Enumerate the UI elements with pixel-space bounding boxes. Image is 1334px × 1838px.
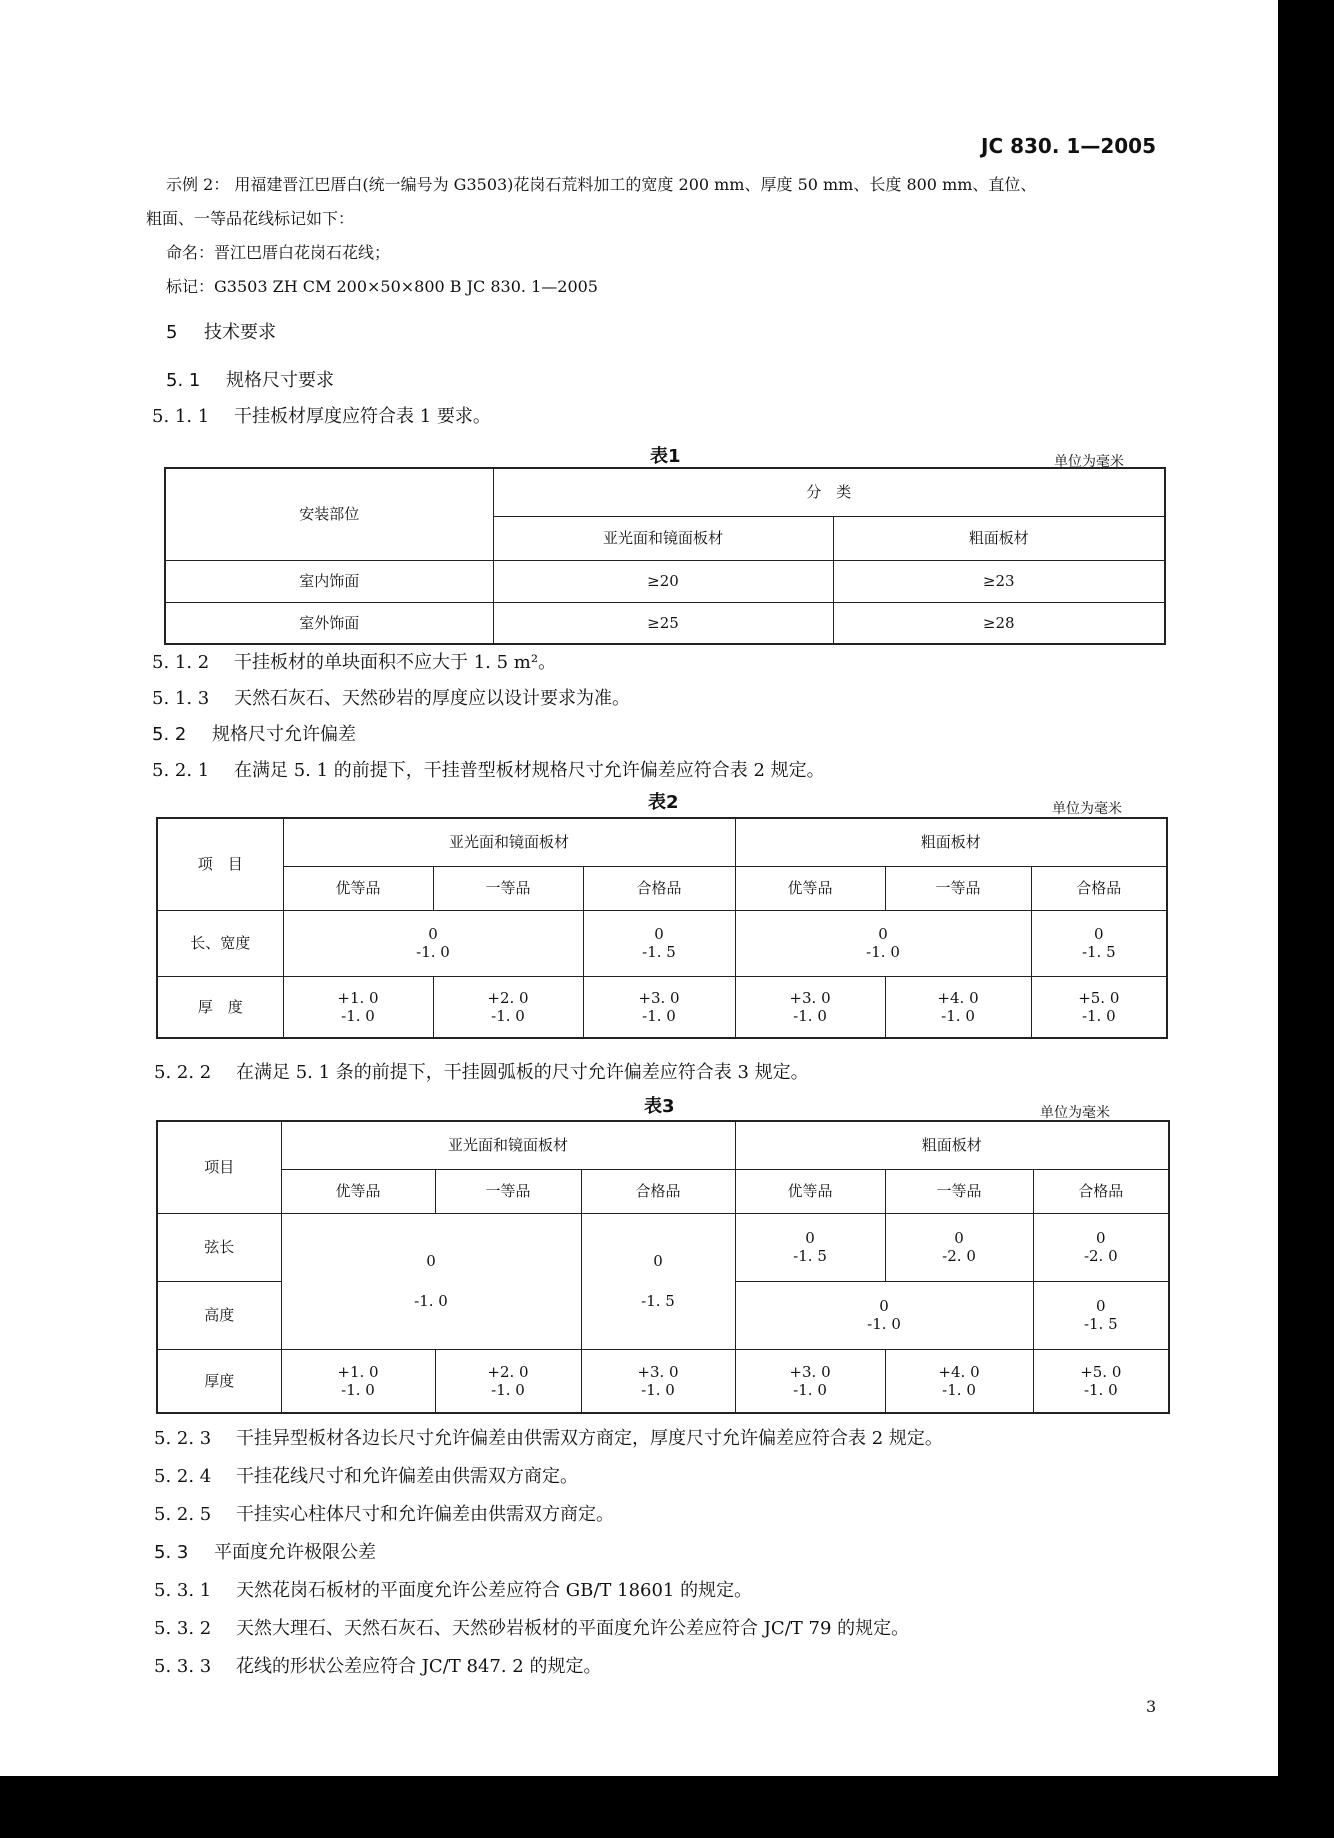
table3-chord-rough-cell: 0 -2. 0 [1033, 1213, 1169, 1281]
section-5-2-3: 5. 2. 3 干挂异型板材各边长尺寸允许偏差由供需双方商定，厚度尺寸允许偏差应符合表 2 规定。 [154, 1428, 943, 1449]
table2-group-rough: 粗面板材 [735, 818, 1167, 866]
table1-row-outdoor-rough: ≥28 [833, 602, 1165, 644]
standard-code: JC 830. 1—2005 [981, 134, 1156, 158]
table1-header-install: 安装部位 [165, 468, 493, 560]
example-naming: 命名：晋江巴厝白花岗石花线； [166, 243, 391, 262]
table3-grade-matte-excellent: 优等品 [281, 1169, 435, 1213]
section-5-2-2: 5. 2. 2 在满足 5. 1 条的前提下，干挂圆弧板的尺寸允许偏差应符合表 3 规定。 [154, 1062, 809, 1083]
table3-row-height-label: 高度 [157, 1281, 281, 1349]
table2-row-thickness-label: 厚 度 [157, 976, 283, 1038]
table1-row-outdoor-label: 室外饰面 [165, 602, 493, 644]
example-line-2: 粗面、一等品花线标记如下： [146, 209, 355, 228]
example-marking: 标记：G3503 ZH CM 200×50×800 B JC 830. 1—2005 [166, 277, 598, 296]
scan-right-edge [1278, 0, 1334, 1838]
section-5-2-5: 5. 2. 5 干挂实心柱体尺寸和允许偏差由供需双方商定。 [154, 1504, 614, 1525]
table3-row-chord-label: 弦长 [157, 1213, 281, 1281]
section-5-heading: 5 技术要求 [166, 322, 276, 343]
section-5-1-heading: 5. 1 规格尺寸要求 [166, 370, 334, 391]
page-number: 3 [1146, 1697, 1157, 1716]
table2-grade-rough-first: 一等品 [885, 866, 1031, 910]
section-5-3-2: 5. 3. 2 天然大理石、天然石灰石、天然砂岩板材的平面度允许公差应符合 JC/T 79 的规定。 [154, 1618, 910, 1639]
table1-row-indoor-rough: ≥23 [833, 560, 1165, 602]
scan-bottom-edge [0, 1776, 1334, 1838]
table2-thickness-cell: +2. 0 -1. 0 [433, 976, 583, 1038]
table2-grade-matte-qualified: 合格品 [583, 866, 735, 910]
table3-height-rough-3: 0 -1. 5 [1033, 1281, 1169, 1349]
section-5-2-1: 5. 2. 1 在满足 5. 1 的前提下，干挂普型板材规格尺寸允许偏差应符合表 2 规定。 [152, 760, 825, 781]
section-5-2-heading: 5. 2 规格尺寸允许偏差 [152, 724, 356, 745]
table2-grade-rough-qualified: 合格品 [1031, 866, 1167, 910]
table2-grade-matte-excellent: 优等品 [283, 866, 433, 910]
table3-chord-height-matte-12: 0 -1. 0 [281, 1213, 581, 1349]
table3-thickness-cell: +2. 0 -1. 0 [435, 1349, 581, 1413]
table1-header-rough: 粗面板材 [833, 516, 1165, 560]
table3-thickness-cell: +5. 0 -1. 0 [1033, 1349, 1169, 1413]
table2-thickness-cell: +3. 0 -1. 0 [583, 976, 735, 1038]
table2-grade-matte-first: 一等品 [433, 866, 583, 910]
section-5-3-3: 5. 3. 3 花线的形状公差应符合 JC/T 847. 2 的规定。 [154, 1656, 602, 1677]
table3-chord-height-matte-3: 0 -1. 5 [581, 1213, 735, 1349]
table3-group-matte: 亚光面和镜面板材 [281, 1121, 735, 1169]
table3-chord-rough-cell: 0 -1. 5 [735, 1213, 885, 1281]
section-5-3-1: 5. 3. 1 天然花岗石板材的平面度允许公差应符合 GB/T 18601 的规定。 [154, 1580, 753, 1601]
section-5-1-3: 5. 1. 3 天然石灰石、天然砂岩的厚度应以设计要求为准。 [152, 688, 630, 709]
table1 [164, 467, 1166, 645]
table3-thickness-cell: +3. 0 -1. 0 [735, 1349, 885, 1413]
table2-header-item: 项 目 [157, 818, 283, 910]
table1-header-matte: 亚光面和镜面板材 [493, 516, 833, 560]
table3-grade-rough-first: 一等品 [885, 1169, 1033, 1213]
section-5-2-4: 5. 2. 4 干挂花线尺寸和允许偏差由供需双方商定。 [154, 1466, 578, 1487]
table2-unit: 单位为毫米 [1052, 801, 1122, 817]
table3-grade-matte-qualified: 合格品 [581, 1169, 735, 1213]
table3-grade-rough-excellent: 优等品 [735, 1169, 885, 1213]
table3-header-item: 项目 [157, 1121, 281, 1213]
table1-header-class: 分 类 [493, 468, 1165, 516]
table2-length-rough-12: 0 -1. 0 [735, 910, 1031, 976]
table3 [156, 1120, 1170, 1414]
table3-unit: 单位为毫米 [1040, 1105, 1110, 1121]
table2-length-rough-3: 0 -1. 5 [1031, 910, 1167, 976]
table2 [156, 817, 1168, 1039]
table1-caption: 表1 [650, 446, 681, 467]
section-5-3-heading: 5. 3 平面度允许极限公差 [154, 1542, 376, 1563]
table3-chord-rough-cell: 0 -2. 0 [885, 1213, 1033, 1281]
table3-grade-matte-first: 一等品 [435, 1169, 581, 1213]
table3-caption: 表3 [644, 1096, 675, 1117]
table3-grade-rough-qualified: 合格品 [1033, 1169, 1169, 1213]
table2-caption: 表2 [648, 792, 679, 813]
table2-thickness-cell: +3. 0 -1. 0 [735, 976, 885, 1038]
table1-row-indoor-matte: ≥20 [493, 560, 833, 602]
table2-length-matte-3: 0 -1. 5 [583, 910, 735, 976]
table3-row-thickness-label: 厚度 [157, 1349, 281, 1413]
table1-row-outdoor-matte: ≥25 [493, 602, 833, 644]
section-5-1-1: 5. 1. 1 干挂板材厚度应符合表 1 要求。 [152, 406, 491, 427]
table3-group-rough: 粗面板材 [735, 1121, 1169, 1169]
table3-thickness-cell: +1. 0 -1. 0 [281, 1349, 435, 1413]
table2-thickness-cell: +1. 0 -1. 0 [283, 976, 433, 1038]
table2-thickness-cell: +4. 0 -1. 0 [885, 976, 1031, 1038]
table3-height-rough-12: 0 -1. 0 [735, 1281, 1033, 1349]
table2-row-length-label: 长、宽度 [157, 910, 283, 976]
table3-thickness-cell: +4. 0 -1. 0 [885, 1349, 1033, 1413]
table1-unit: 单位为毫米 [1054, 454, 1124, 470]
table2-grade-rough-excellent: 优等品 [735, 866, 885, 910]
table2-group-matte: 亚光面和镜面板材 [283, 818, 735, 866]
table2-thickness-cell: +5. 0 -1. 0 [1031, 976, 1167, 1038]
table3-thickness-cell: +3. 0 -1. 0 [581, 1349, 735, 1413]
table2-length-matte-12: 0 -1. 0 [283, 910, 583, 976]
section-5-1-2: 5. 1. 2 干挂板材的单块面积不应大于 1. 5 m²。 [152, 652, 557, 673]
example-line-1: 示例 2： 用福建晋江巴厝白(统一编号为 G3503)花岗石荒料加工的宽度 200 mm、厚度 50 mm、长度 800 mm、直位、 [166, 175, 1037, 194]
table1-row-indoor-label: 室内饰面 [165, 560, 493, 602]
